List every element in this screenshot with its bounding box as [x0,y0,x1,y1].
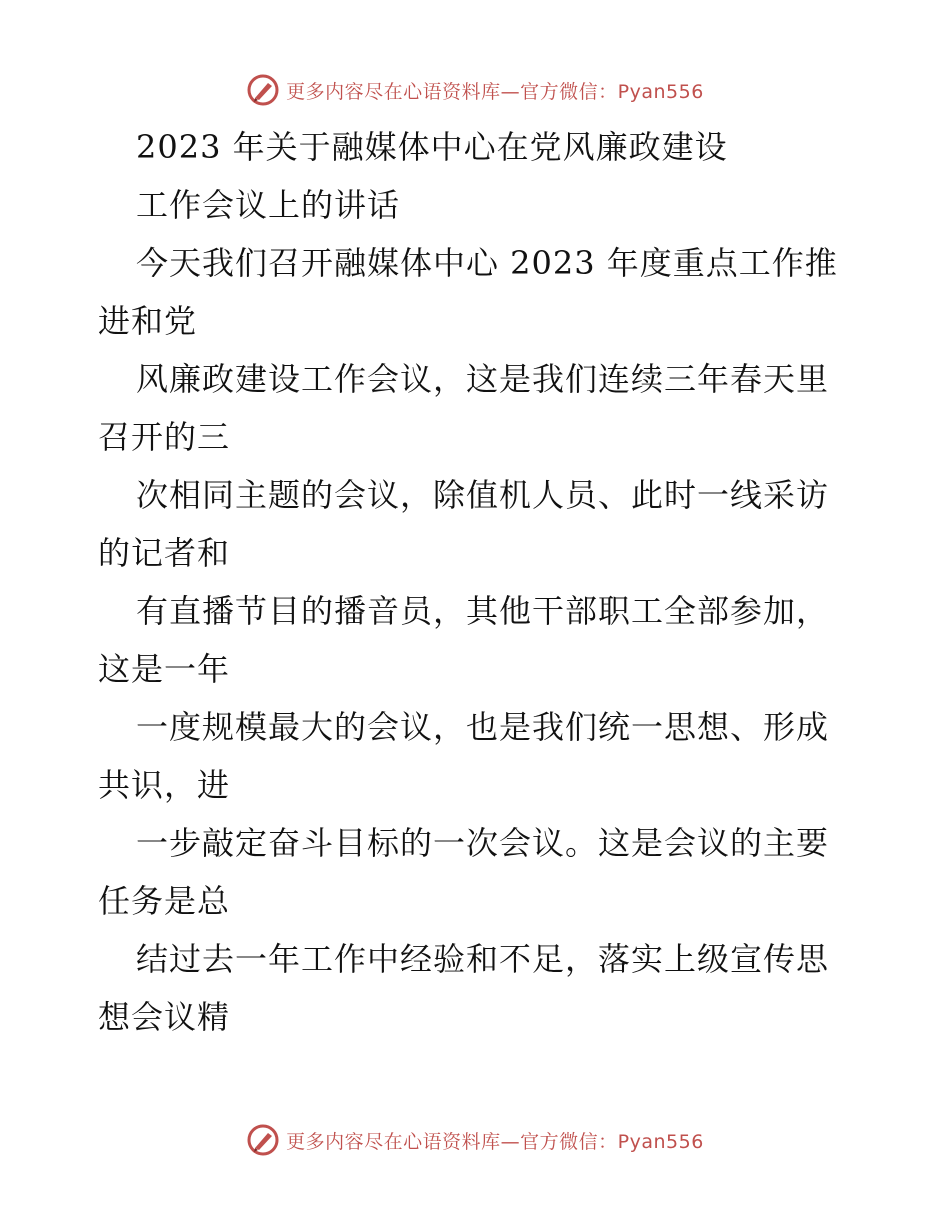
doc-line: 工作会议上的讲话 [136,186,401,224]
doc-line: 一度规模最大的会议，也是我们统一思想、形成 [136,708,830,746]
watermark-wechat: 官方微信：Pyan556 [520,80,704,103]
doc-line: 有直播节目的播音员，其他干部职工全部参加， [136,592,830,630]
doc-line: 进和党 [98,302,198,340]
watermark-text [286,77,704,104]
doc-line: 次相同主题的会议，除值机人员、此时一线采访 [136,476,830,514]
watermark-dash: — [500,1130,521,1153]
doc-line: 2023 年关于融媒体中心在党风廉政建设 [136,128,728,166]
doc-line: 风廉政建设工作会议，这是我们连续三年春天里 [136,360,830,398]
watermark-dash: — [500,80,521,103]
watermark-main: 更多内容尽在心语资料库 [286,1130,501,1153]
watermark-text [286,1127,704,1154]
watermark-wechat: 官方微信：Pyan556 [520,1130,704,1153]
doc-line: 这是一年 [98,650,231,688]
doc-line: 想会议精 [98,998,231,1036]
footer-watermark [0,1120,950,1160]
doc-line: 一步敲定奋斗目标的一次会议。这是会议的主要 [136,824,830,862]
header-watermark [0,70,950,110]
doc-line: 的记者和 [98,534,231,572]
pen-logo-icon [246,1123,280,1157]
doc-line: 召开的三 [98,418,231,456]
pen-logo-icon [246,73,280,107]
doc-line: 共识，进 [98,766,231,804]
doc-line: 结过去一年工作中经验和不足，落实上级宣传思 [136,940,830,978]
document-body [98,118,858,1046]
doc-line: 任务是总 [98,882,231,920]
watermark-main: 更多内容尽在心语资料库 [286,80,501,103]
doc-line: 今天我们召开融媒体中心 2023 年度重点工作推 [136,244,838,282]
